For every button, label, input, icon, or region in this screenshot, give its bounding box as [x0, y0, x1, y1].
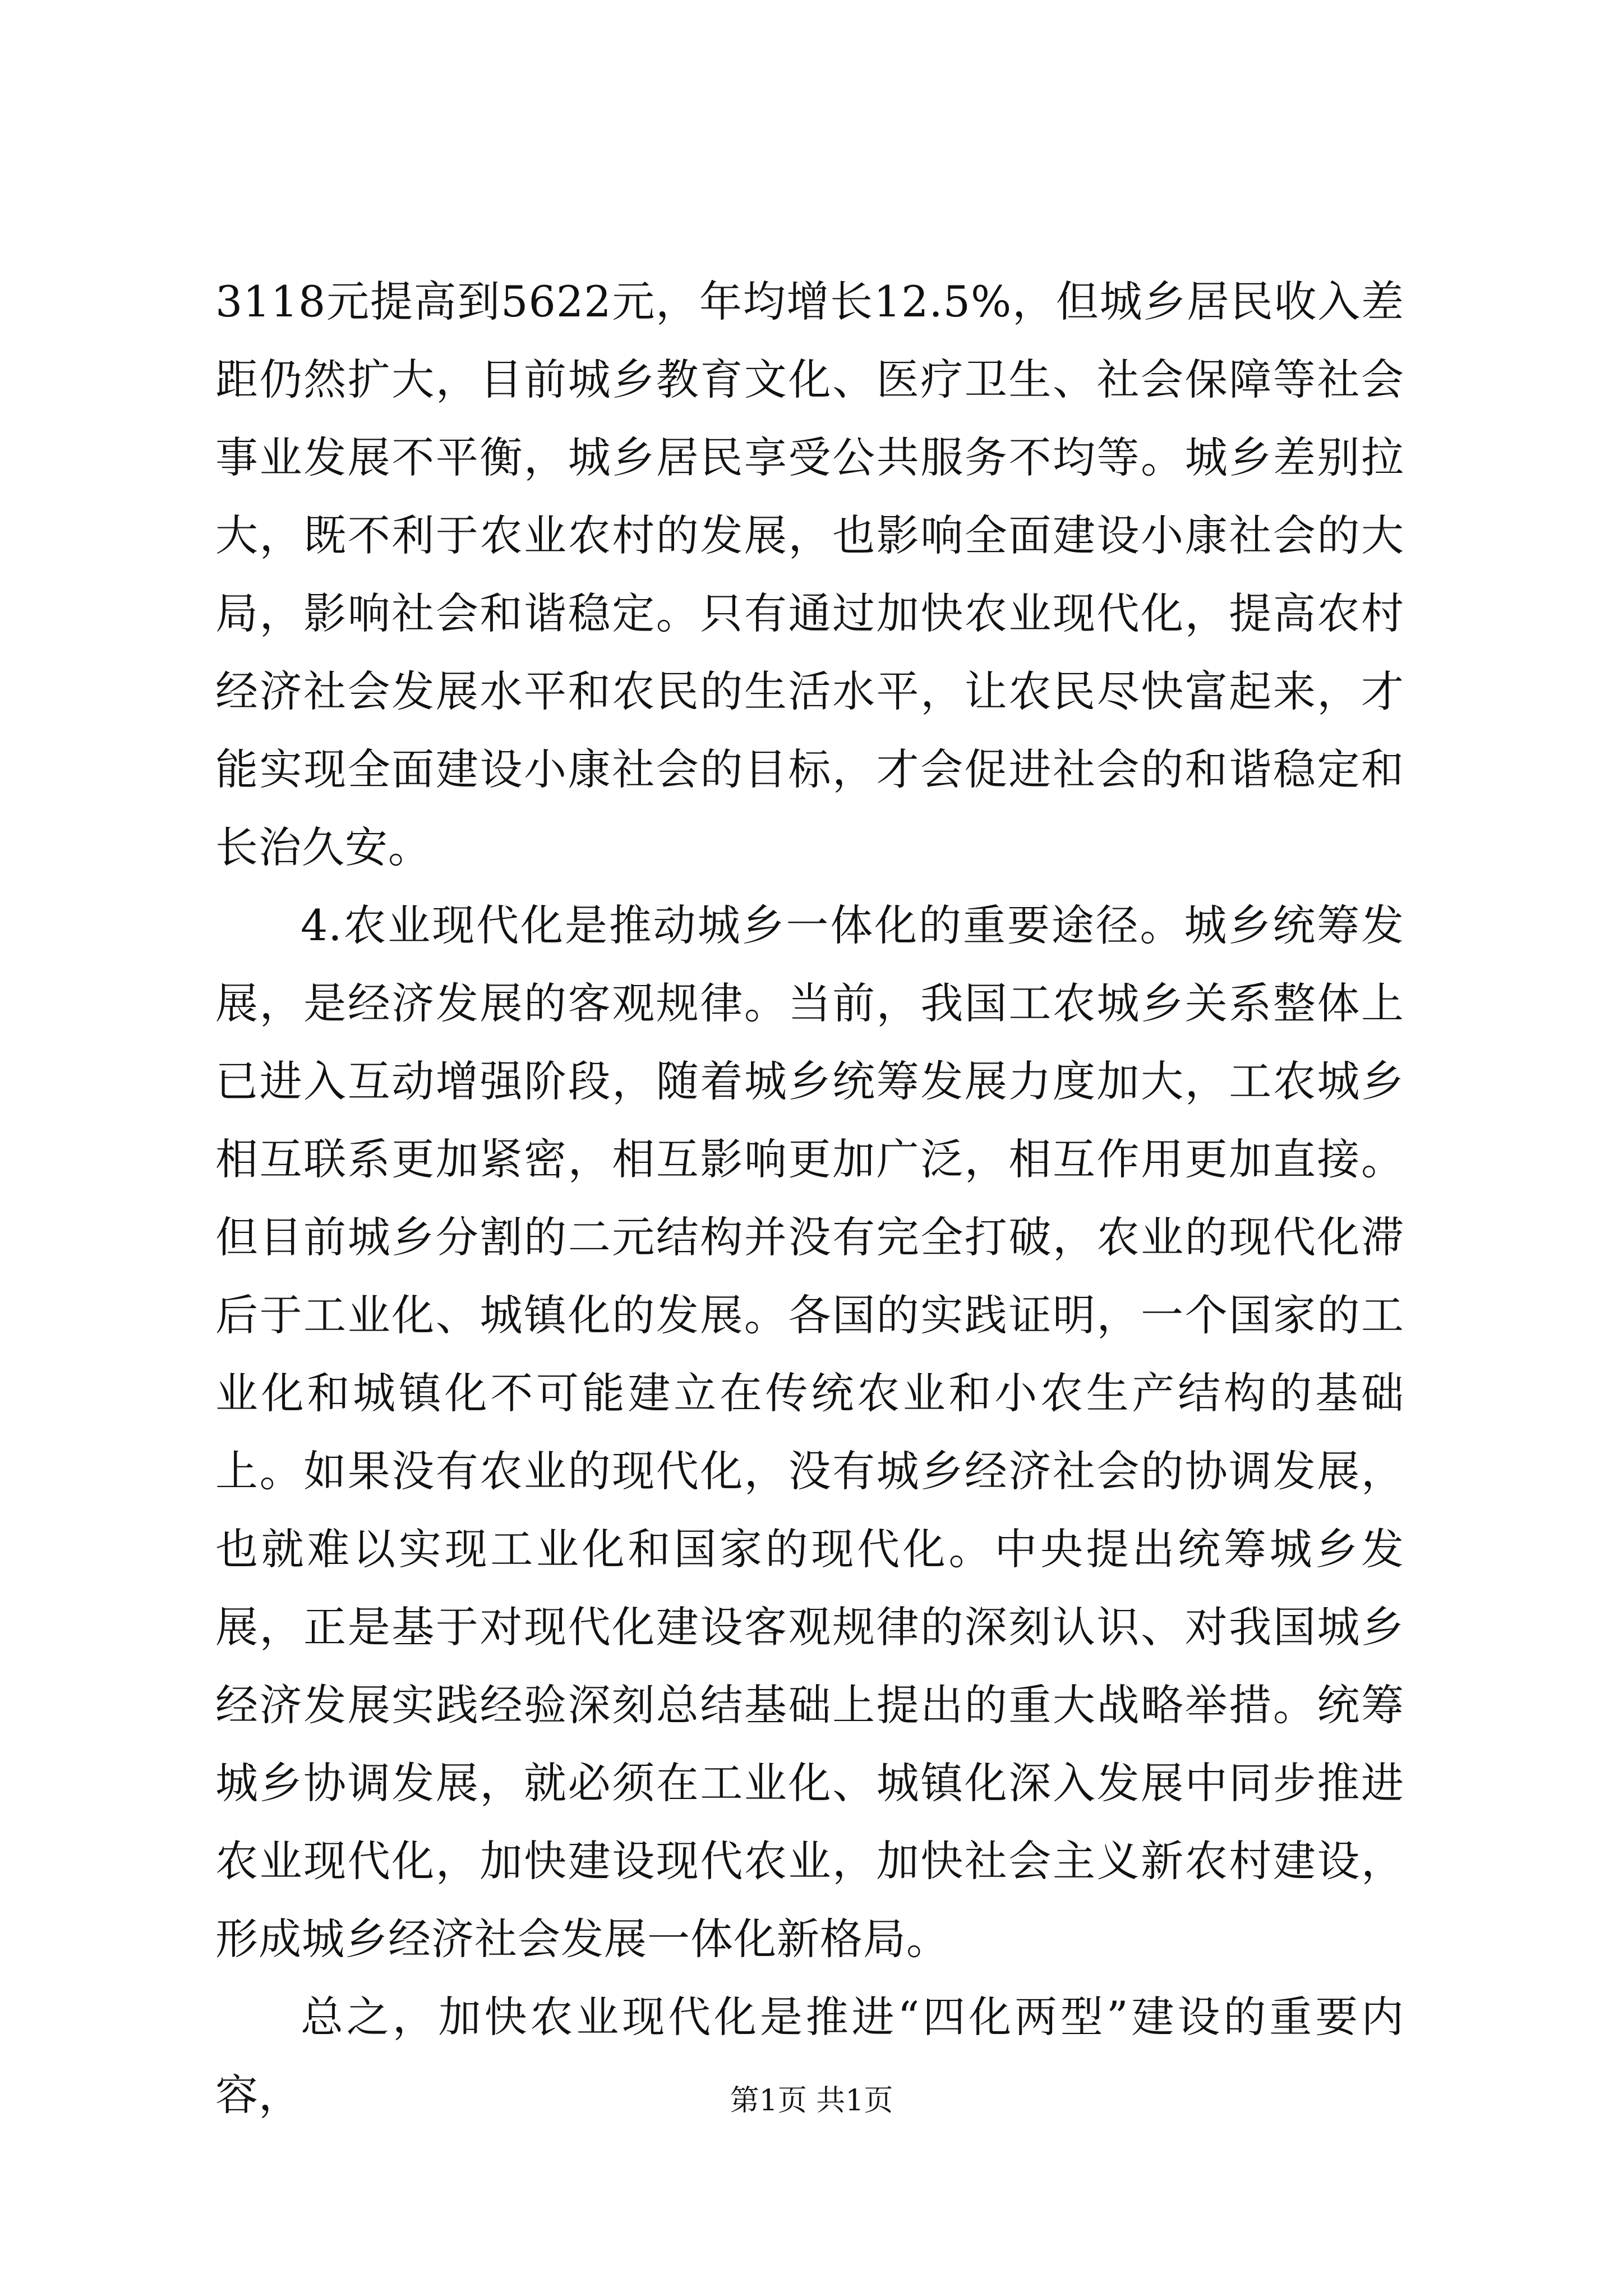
- document-body: [215, 263, 1404, 2134]
- paragraph-2: 4.农业现代化是推动城乡一体化的重要途径。城乡统筹发展，是经济发展的客观规律。当前，我国工农城乡关系整体上已进入互动增强阶段，随着城乡统筹发展力度加大，工农城乡相互联系更加紧密，相互影响更加广泛，相互作用更加直接。但目前城乡分割的二元结构并没有完全打破，农业的现代化滞后于工业化、城镇化的发展。各国的实践证明，一个国家的工业化和城镇化不可能建立在传统农业和小农生产结构的基础上。如果没有农业的现代化，没有城乡经济社会的协调发展，也就难以实现工业化和国家的现代化。中央提出统筹城乡发展，正是基于对现代化建设客观规律的深刻认识、对我国城乡经济发展实践经验深刻总结基础上提出的重大战略举措。统筹城乡协调发展，就必须在工业化、城镇化深入发展中同步推进农业现代化，加快建设现代农业，加快社会主义新农村建设，形成城乡经济社会发展一体化新格局。: [215, 900, 1404, 1964]
- paragraph-3: 总之，加快农业现代化是推进“四化两型”建设的重要内容，: [215, 1992, 1404, 2120]
- page-footer: 第1页 共1页: [730, 2084, 893, 2118]
- paragraph-1: 3118元提高到5622元，年均增长12.5%，但城乡居民收入差距仍然扩大，目前城乡教育文化、医疗卫生、社会保障等社会事业发展不平衡，城乡居民享受公共服务不均等。城乡差别拉大，既不利于农业农村的发展，也影响全面建设小康社会的大局，影响社会和谐稳定。只有通过加快农业现代化，提高农村经济社会发展水平和农民的生活水平，让农民尽快富起来，才能实现全面建设小康社会的目标，才会促进社会的和谐稳定和长治久安。: [215, 277, 1404, 872]
